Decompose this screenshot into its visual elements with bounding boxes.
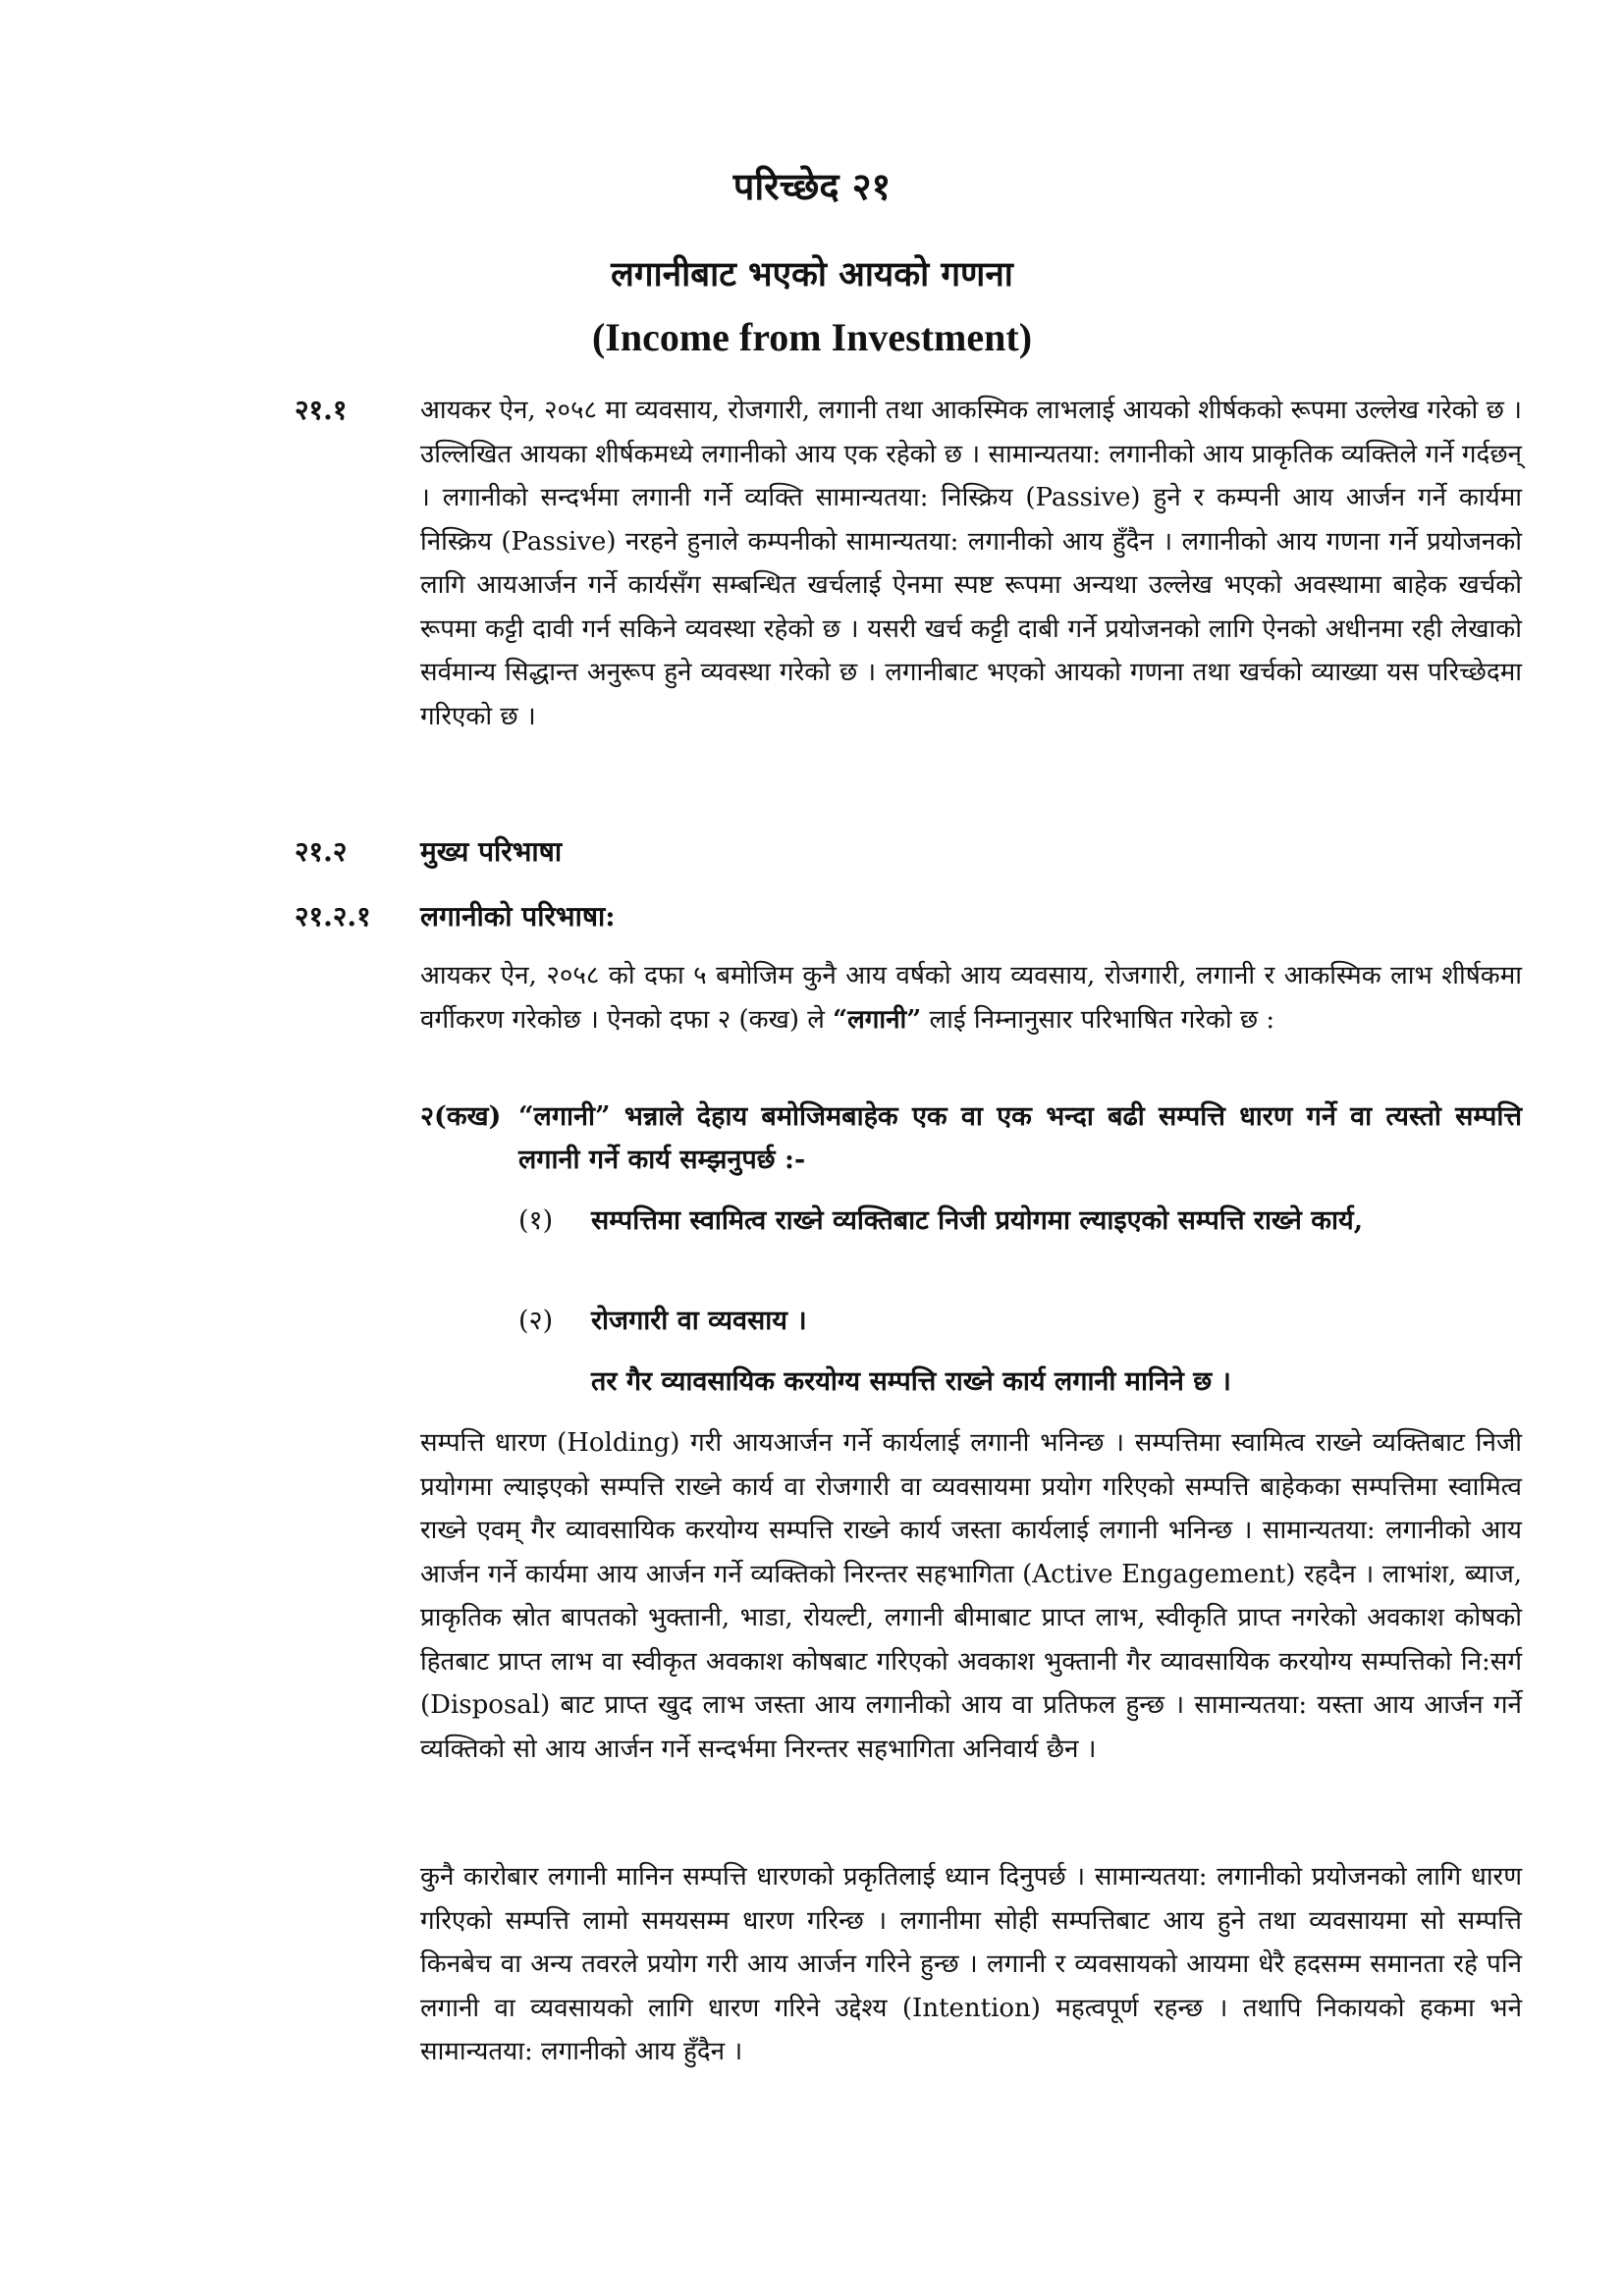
definition-item-2-text: रोजगारी वा व्यवसाय । xyxy=(591,1306,807,1336)
definition-proviso: तर गैर व्यावसायिक करयोग्य सम्पत्ति राख्ने कार्य लगानी मानिने छ । xyxy=(591,1366,1231,1397)
section-21-1-paragraph: आयकर ऐन, २०५८ मा व्यवसाय, रोजगारी, लगानी तथा आकस्मिक लाभलाई आयको शीर्षकको रूपमा उल्लेख गरेको छ । उल्लिखित आयका शीर्षकमध्ये लगानीको आय एक रहेको छ । सामान्यतया: लगानीको आय प्राकृतिक व्यक्तिले गर्ने गर्दछन् । लगानीको सन्दर्भमा लगानी गर्ने व्यक्ति सामान्यतया: निस्क्रिय (Passive) हुने र कम्पनी आय आर्जन गर्ने कार्यमा निस्क्रिय (Passive) नरहने हुनाले कम्पनीको सामान्यतया: लगानीको आय हुँदैन । लगानीको आय गणना गर्ने प्रयोजनको लागि आयआर्जन गर्ने कार्यसँग सम्बन्धित खर्चलाई ऐनमा स्पष्ट रूपमा अन्यथा उल्लेख भएको अवस्थामा बाहेक खर्चको रूपमा कट्टी दावी गर्न सकिने व्यवस्था रहेको छ । यसरी खर्च कट्टी दाबी गर्ने प्रयोजनको लागि ऐनको अधीनमा रही लेखाको सर्वमान्य सिद्धान्त अनुरूप हुने व्यवस्था गरेको छ । लगानीबाट भएको आयको गणना तथा खर्चको व्याख्या यस परिच्छेदमा गरिएको छ । xyxy=(420,396,1522,731)
definition-intro-paragraph xyxy=(420,954,1522,1041)
chapter-title: परिच्छेद २१ xyxy=(732,164,892,208)
section-number-21-1: २१.१ xyxy=(295,394,348,426)
intro-text-after: लाई निम्नानुसार परिभाषित गरेको छ : xyxy=(921,1004,1275,1035)
section-number-21-2: २१.२ xyxy=(295,835,348,868)
intro-term-investment: “लगानी” xyxy=(833,1004,922,1035)
definition-item-2-label: (२) xyxy=(518,1306,554,1336)
intro-text-before: आयकर ऐन, २०५८ को दफा ५ बमोजिम कुनै आय वर्षको आय व्यवसाय, रोजगारी, लगानी र आकस्मिक लाभ शीर्षकमा वर्गीकरण गरेकोछ । ऐनको दफा २ (कख) ले xyxy=(420,961,1522,1035)
section-21-2-1-heading: लगानीको परिभाषा: xyxy=(420,900,616,933)
definition-clause-label: २(कख) xyxy=(420,1101,502,1132)
holding-paragraph: सम्पत्ति धारण (Holding) गरी आयआर्जन गर्ने कार्यलाई लगानी भनिन्छ । सम्पत्तिमा स्वामित्व राख्ने व्यक्तिबाट निजी प्रयोगमा ल्याइएको सम्पत्ति राख्ने कार्य वा रोजगारी वा व्यवसायमा प्रयोग गरिएको सम्पत्ति बाहेकका सम्पत्तिमा स्वामित्व राख्ने एवम् गैर व्यावसायिक करयोग्य सम्पत्ति राख्ने कार्य जस्ता कार्यलाई लगानी भनिन्छ । सामान्यतया: लगानीको आय आर्जन गर्ने कार्यमा आय आर्जन गर्ने व्यक्तिको निरन्तर सहभागिता (Active Engagement) रहदैन । लाभांश, ब्याज, प्राकृतिक स्रोत बापतको भुक्तानी, भाडा, रोयल्टी, लगानी बीमाबाट प्राप्त लाभ, स्वीकृति प्राप्त नगरेको अवकाश कोषको हितबाट प्राप्त लाभ वा स्वीकृत अवकाश कोषबाट गरिएको अवकाश भुक्तानी गैर व्यावसायिक करयोग्य सम्पत्तिको नि:सर्ग (Disposal) बाट प्राप्त खुद लाभ जस्ता आय लगानीको आय वा प्रतिफल हुन्छ । सामान्यतया: यस्ता आय आर्जन गर्ने व्यक्तिको सो आय आर्जन गर्ने सन्दर्भमा निरन्तर सहभागिता अनिवार्य छैन । xyxy=(420,1428,1522,1764)
chapter-subtitle-nepali: लगानीबाट भएको आयको गणना xyxy=(611,254,1013,294)
business-investment-paragraph: कुनै कारोबार लगानी मानिन सम्पत्ति धारणको प्रकृतिलाई ध्यान दिनुपर्छ । सामान्यतया: लगानीको प्रयोजनको लागि धारण गरिएको सम्पत्ति लामो समयसम्म धारण गरिन्छ । लगानीमा सोही सम्पत्तिबाट आय हुने तथा व्यवसायमा सो सम्पत्ति किनबेच वा अन्य तवरले प्रयोग गरी आय आर्जन गरिने हुन्छ । लगानी र व्यवसायको आयमा धेरै हदसम्म समानता रहे पनि लगानी वा व्यवसायको लागि धारण गरिने उद्देश्य (Intention) महत्वपूर्ण रहन्छ । तथापि निकायको हकमा भने सामान्यतया: लगानीको आय हुँदैन । xyxy=(420,1862,1522,2066)
section-21-2-heading: मुख्य परिभाषा xyxy=(420,835,563,868)
definition-item-1-text: सम्पत्तिमा स्वामित्व राख्ने व्यक्तिबाट निजी प्रयोगमा ल्याइएको सम्पत्ति राख्ने कार्य, xyxy=(591,1205,1364,1236)
section-number-21-2-1: २१.२.१ xyxy=(295,900,371,933)
definition-item-1-label: (१) xyxy=(518,1205,554,1236)
definition-text: “लगानी” भन्नाले देहाय बमोजिमबाहेक एक वा एक भन्दा बढी सम्पत्ति धारण गर्ने वा त्यस्तो सम्पत्ति लगानी गर्ने कार्य सम्झनुपर्छ :- xyxy=(518,1101,1522,1175)
chapter-subtitle-english: (Income from Investment) xyxy=(591,315,1033,359)
